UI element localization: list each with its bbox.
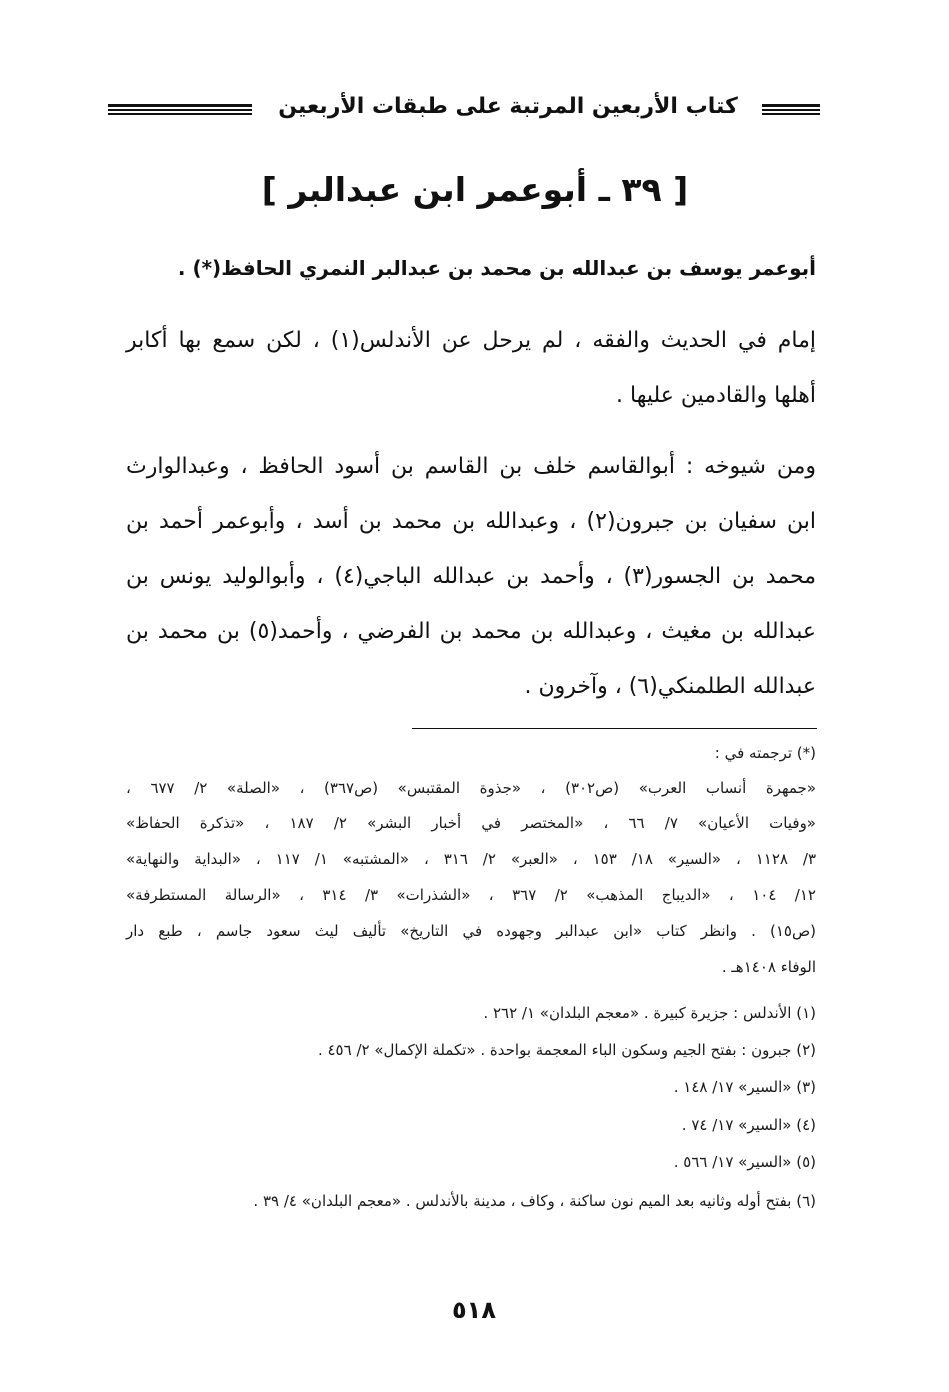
footnote-line: «وفيات الأعيان» ٧/ ٦٦ ، «المختصر في أخبار البشر» ٢/ ١٨٧ ، «تذكرة الحفاظ» [126,814,816,832]
body-line: محمد بن الجسور(٣) ، وأحمد بن عبدالله الباجي(٤) ، وأبوالوليد يونس بن [126,564,817,589]
entry-title: [ ٣٩ ـ أبوعمر ابن عبدالبر ] [261,170,689,209]
footnote-line: (٦) بفتح أوله وثانيه بعد الميم نون ساكنة ، وكاف ، مدينة بالأندلس . «معجم البلدان» ٤/ ٣٩ . [253,1192,816,1210]
body-line: عبدالله بن مغيث ، وعبدالله بن محمد بن الفرضي ، وأحمد(٥) بن محمد بن [126,619,816,644]
footnote-line: ١٢/ ١٠٤ ، «الديباج المذهب» ٢/ ٣٦٧ ، «الشذرات» ٣/ ٣١٤ ، «الرسالة المستطرفة» [126,886,816,904]
body-line: أهلها والقادمين عليها . [616,383,816,408]
footnote-line: «جمهرة أنساب العرب» (ص٣٠٢) ، «جذوة المقتبس» (ص٣٦٧) ، «الصلة» ٢/ ٦٧٧ ، [126,779,817,797]
running-header [108,92,820,132]
footnote-separator [412,728,817,729]
footnote-line: (*) ترجمته في : [714,744,816,762]
footnote-line: ٣/ ١١٢٨ ، «السير» ١٨/ ١٥٣ ، «العبر» ٢/ ٣١٦ ، «المشتبه» ١/ ١١٧ ، «البداية والنهاية» [126,850,817,868]
footnote-line: (٢) جبرون : بفتح الجيم وسكون الباء المعجمة بواحدة . «تكملة الإكمال» ٢/ ٤٥٦ . [317,1041,816,1059]
body-line: ابن سفيان بن جبرون(٢) ، وعبدالله بن محمد بن أسد ، وأبوعمر أحمد بن [126,509,816,534]
footnote-line: (٤) «السير» ١٧/ ٧٤ . [681,1116,816,1134]
page-number: ٥١٨ [452,1296,496,1324]
body-line: عبدالله الطلمنكي(٦) ، وآخرون . [524,674,816,699]
subject-full-name: أبوعمر يوسف بن عبدالله بن محمد بن عبدالبر النمري الحافظ(*) . [177,256,816,280]
footnote-line: (٥) «السير» ١٧/ ٥٦٦ . [673,1153,816,1171]
header-rule-left [108,104,252,115]
header-rule-right [762,104,820,115]
book-title: كتاب الأربعين المرتبة على طبقات الأربعين [278,94,738,119]
footnote-line: الوفاء ١٤٠٨هـ . [721,958,816,976]
body-line: إمام في الحديث والفقه ، لم يرحل عن الأندلس(١) ، لكن سمع بها أكابر [126,328,816,353]
footnote-line: (ص١٥) . وانظر كتاب «ابن عبدالبر وجهوده في التاريخ» تأليف ليث سعود جاسم ، طبع دار [126,922,816,940]
body-line: ومن شيوخه : أبوالقاسم خلف بن القاسم بن أسود الحافظ ، وعبدالوارث [126,454,816,479]
footnote-line: (٣) «السير» ١٧/ ١٤٨ . [673,1078,816,1096]
footnote-line: (١) الأندلس : جزيرة كبيرة . «معجم البلدان» ١/ ٢٦٢ . [483,1004,816,1022]
